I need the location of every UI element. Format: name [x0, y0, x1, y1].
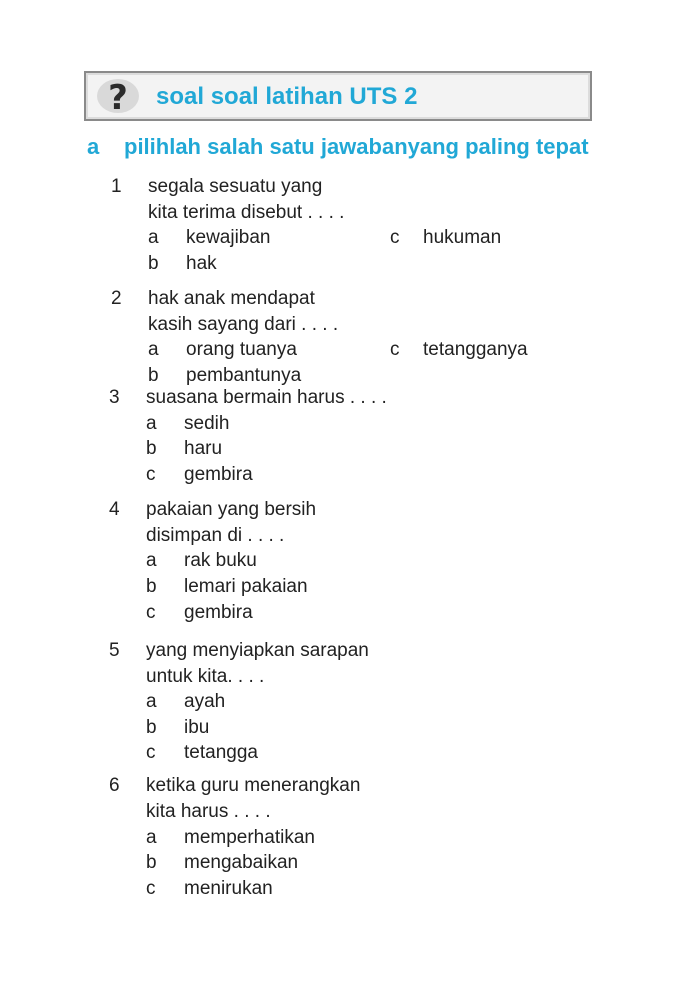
option-letter: b — [146, 717, 157, 738]
option-letter: a — [146, 550, 157, 571]
question-text: untuk kita. . . . — [146, 666, 265, 687]
question-number: 6 — [109, 775, 120, 796]
option-text: memperhatikan — [184, 827, 315, 848]
svg-text:?: ? — [108, 78, 128, 114]
option-text: gembira — [184, 464, 253, 485]
option-letter: c — [390, 339, 400, 360]
option-text: rak buku — [184, 550, 257, 571]
option-text: lemari pakaian — [184, 576, 308, 597]
option-letter: a — [148, 339, 159, 360]
question-text: yang menyiapkan sarapan — [146, 640, 369, 661]
option-letter: b — [146, 852, 157, 873]
question-text: kita terima disebut . . . . — [148, 202, 345, 223]
section-letter: a — [87, 134, 100, 159]
question-text: kasih sayang dari . . . . — [148, 314, 339, 335]
question-mark-icon — [96, 78, 140, 114]
option-text: ayah — [184, 691, 226, 712]
option-text: sedih — [184, 413, 230, 434]
option-letter: b — [148, 365, 159, 386]
question-text: kita harus . . . . — [146, 801, 271, 822]
question-number: 2 — [111, 288, 122, 309]
question-number: 1 — [111, 176, 122, 197]
option-letter: c — [146, 602, 156, 623]
question-number: 5 — [109, 640, 120, 661]
question-text: disimpan di . . . . — [146, 525, 285, 546]
question-text: segala sesuatu yang — [148, 176, 323, 197]
option-text: kewajiban — [186, 227, 271, 248]
question-text: hak anak mendapat — [148, 288, 315, 309]
question-text: pakaian yang bersih — [146, 499, 317, 520]
page-title: soal soal latihan UTS 2 — [156, 83, 418, 110]
option-text: hak — [186, 253, 217, 274]
option-letter: a — [148, 227, 159, 248]
option-letter: c — [146, 742, 156, 763]
question-text: ketika guru menerangkan — [146, 775, 361, 796]
question-number: 3 — [109, 387, 120, 408]
option-letter: c — [390, 227, 400, 248]
option-text: ibu — [184, 717, 210, 738]
option-text: menirukan — [184, 878, 273, 899]
option-letter: b — [148, 253, 159, 274]
option-text: mengabaikan — [184, 852, 299, 873]
option-text: orang tuanya — [186, 339, 297, 360]
title-box — [84, 71, 592, 121]
option-letter: b — [146, 576, 157, 597]
option-letter: a — [146, 691, 157, 712]
question-text: suasana bermain harus . . . . — [146, 387, 387, 408]
question-number: 4 — [109, 499, 120, 520]
option-text: pembantunya — [186, 365, 302, 386]
option-letter: c — [146, 878, 156, 899]
option-text: haru — [184, 438, 223, 459]
section-instruction: pilihlah salah satu jawabanyang paling tepat — [124, 134, 589, 159]
option-text: tetangganya — [423, 339, 528, 360]
option-text: hukuman — [423, 227, 502, 248]
option-text: tetangga — [184, 742, 258, 763]
option-text: gembira — [184, 602, 253, 623]
section-heading — [87, 134, 589, 160]
option-letter: a — [146, 413, 157, 434]
option-letter: a — [146, 827, 157, 848]
option-letter: b — [146, 438, 157, 459]
option-letter: c — [146, 464, 156, 485]
